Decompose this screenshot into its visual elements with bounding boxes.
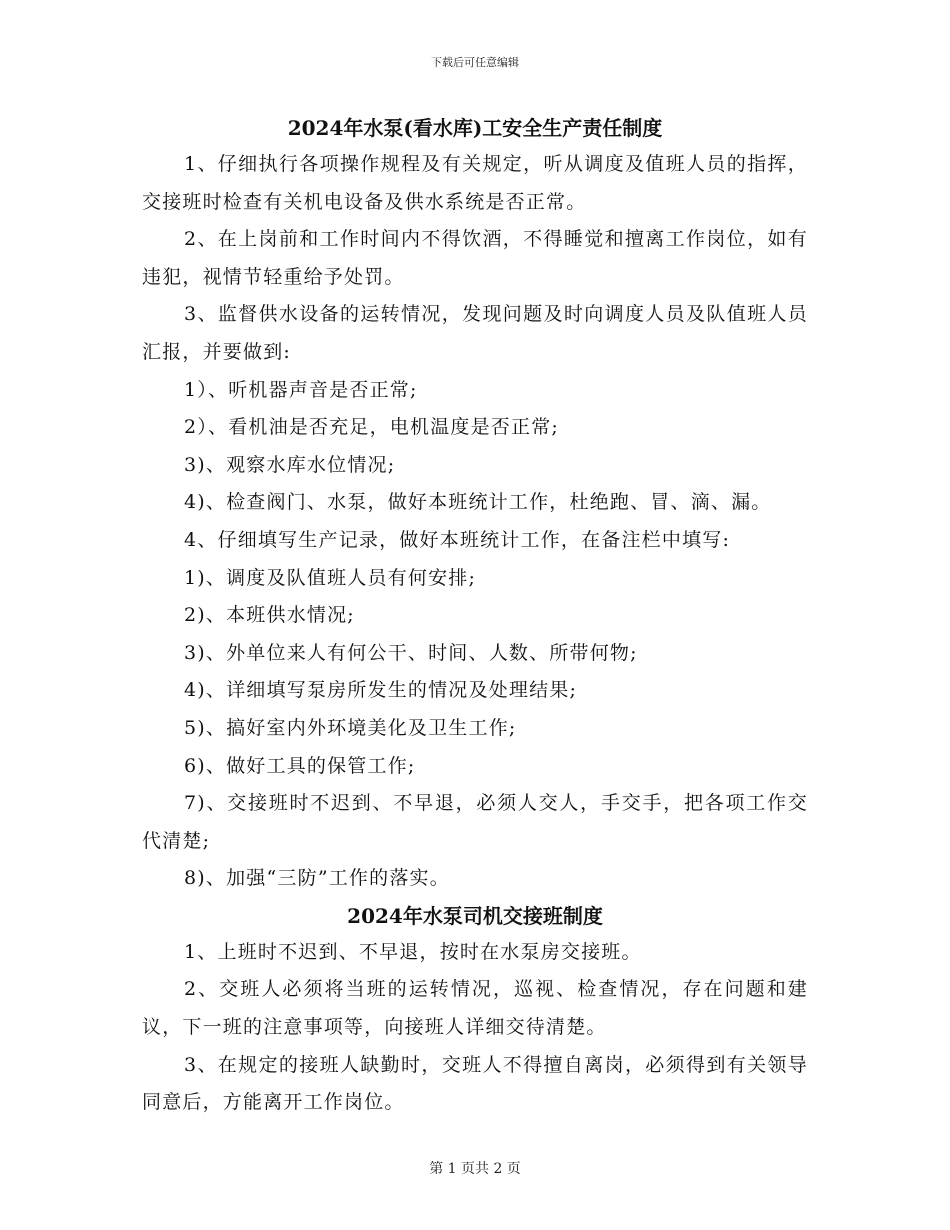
paragraph: 3、在规定的接班人缺勤时，交班人不得擅自离岗，必须得到有关领导同意后，方能离开工作岗位。 xyxy=(142,1053,808,1114)
list-item: 2）、看机油是否充足，电机温度是否正常; xyxy=(184,416,559,439)
paragraph: 2、交班人必须将当班的运转情况，巡视、检查情况，存在问题和建议，下一班的注意事项等，向接班人详细交待清楚。 xyxy=(142,978,808,1039)
page-number: 第 1 页共 2 页 xyxy=(429,1161,521,1177)
header-note: 下载后可任意编辑 xyxy=(431,56,519,69)
list-item: 4)、详细填写泵房所发生的情况及处理结果; xyxy=(184,679,578,702)
list-item: 8)、加强“三防”工作的落实。 xyxy=(184,867,450,890)
paragraph: 4、仔细填写生产记录，做好本班统计工作，在备注栏中填写: xyxy=(184,528,731,551)
list-item: 7)、交接班时不迟到、不早退，必须人交人，手交手，把各项工作交代清楚; xyxy=(142,792,808,852)
paragraph: 2、在上岗前和工作时间内不得饮酒，不得睡觉和擅离工作岗位，如有违犯，视情节轻重给予处罚。 xyxy=(142,228,808,288)
list-item: 5)、搞好室内外环境美化及卫生工作; xyxy=(184,716,517,739)
list-item: 3)、外单位来人有何公干、时间、人数、所带何物; xyxy=(184,641,638,664)
list-item: 6)、做好工具的保管工作; xyxy=(184,754,416,777)
section-title-pump-safety: 2024年水泵(看水库)工安全生产责任制度 xyxy=(287,116,663,140)
list-item: 2)、本班供水情况; xyxy=(184,604,355,627)
document-body xyxy=(142,110,808,1122)
section-title-handover: 2024年水泵司机交接班制度 xyxy=(347,903,603,928)
list-item: 1)、调度及队值班人员有何安排; xyxy=(184,566,477,589)
list-item: 3)、观察水库水位情况; xyxy=(184,453,396,476)
list-item: 4)、检查阀门、水泵，做好本班统计工作，杜绝跑、冒、滴、漏。 xyxy=(184,491,772,514)
paragraph: 1、上班时不迟到、不早退，按时在水泵房交接班。 xyxy=(184,940,642,963)
list-item: 1）、听机器声音是否正常; xyxy=(184,378,418,401)
paragraph: 3、监督供水设备的运转情况，发现问题及时向调度人员及队值班人员汇报，并要做到: xyxy=(142,303,808,363)
paragraph: 1、仔细执行各项操作规程及有关规定，听从调度及值班人员的指挥，交接班时检查有关机电设备及供水系统是否正常。 xyxy=(142,153,808,213)
